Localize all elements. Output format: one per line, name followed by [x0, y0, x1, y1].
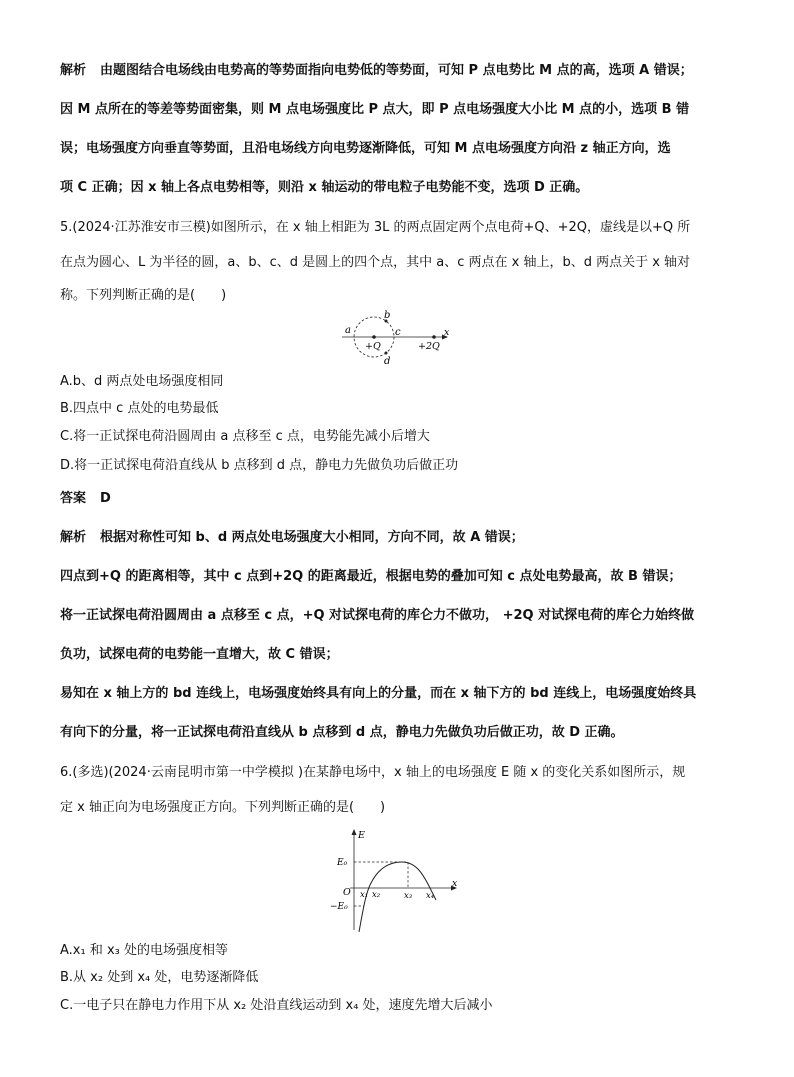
e-x-curve	[359, 862, 436, 932]
q6-option-c: C.一电子只在静电力作用下从 x₂ 处沿直线运动到 x₄ 处，速度先增大后减小	[60, 998, 493, 1013]
analysis-label: 解析	[60, 63, 87, 78]
q6-option-b: B.从 x₂ 处到 x₄ 处，电势逐渐降低	[60, 970, 259, 985]
analysis-label: 解析	[60, 530, 87, 545]
label-x4: x₄	[426, 891, 435, 901]
label-c: c	[395, 327, 401, 338]
q5-analysis-line-5: 易知在 x 轴上方的 bd 连线上，电场强度始终具有向上的分量，而在 x 轴下方的 bd 连线上，电场强度始终具	[60, 686, 697, 701]
q5-stem-line-1: 5.(2024·江苏淮安市三模)如图所示，在 x 轴上相距为 3L 的两点固定两个点电荷+Q、+2Q，虚线是以+Q 所	[60, 220, 691, 235]
label-origin: O	[343, 887, 351, 898]
charge-q-dot	[372, 335, 376, 339]
q5-analysis-line-6: 有向下的分量，将一正试探电荷沿直线从 b 点移到 d 点，静电力先做负功后做正功，故 D 正确。	[60, 725, 624, 740]
q5-analysis-line-4: 负功，试探电荷的电势能一直增大，故 C 错误；	[60, 647, 339, 662]
label-x2: x₂	[372, 890, 381, 900]
q6-stem-line-1: 6.(多选)(2024·云南昆明市第一中学模拟 )在某静电场中，x 轴上的电场强度 E 随 x 的变化关系如图所示，规	[60, 765, 686, 780]
q5-analysis-line-3: 将一正试探电荷沿圆周由 a 点移至 c 点，+Q 对试探电荷的库仑力不做功， +2Q 对试探电荷的库仑力始终做	[60, 608, 695, 623]
label-x1: x₁	[360, 890, 369, 900]
label-x-axis: x	[444, 327, 450, 338]
label-plus-q: +Q	[365, 341, 381, 352]
q6-option-a: A.x₁ 和 x₃ 处的电场强度相等	[60, 943, 229, 958]
q5-stem-line-2: 在点为圆心、L 为半径的圆，a、b、c、d 是圆上的四个点，其中 a、c 两点在 x 轴上，b、d 两点关于 x 轴对	[60, 255, 691, 270]
q5-option-d: D.将一正试探电荷沿直线从 b 点移到 d 点，静电力先做负功后做正功	[60, 458, 459, 473]
q5-option-c: C.将一正试探电荷沿圆周由 a 点移至 c 点，电势能先减小后增大	[60, 429, 430, 444]
q6-stem-line-2: 定 x 轴正向为电场强度正方向。下列判断正确的是( )	[60, 800, 386, 815]
label-e0: E₀	[337, 858, 348, 868]
prev-analysis-line-2: 因 M 点所在的等差等势面密集，则 M 点电场强度比 P 点大，即 P 点电场强度大小比 M 点的小，选项 B 错	[60, 102, 690, 117]
label-d: d	[384, 356, 391, 367]
q5-analysis-line-2: 四点到+Q 的距离相等，其中 c 点到+2Q 的距离最近，根据电势的叠加可知 c 点处电势最高，故 B 错误；	[60, 569, 682, 584]
q5-figure	[340, 306, 460, 368]
label-neg-e0: −E₀	[330, 902, 348, 912]
prev-analysis-line-3: 误；电场强度方向垂直等势面，且沿电场线方向电势逐渐降低，可知 M 点电场强度方向沿 z 轴正方向，选	[60, 141, 671, 156]
label-x3: x₃	[404, 891, 413, 901]
prev-analysis-line-1: 解析 由题图结合电场线由电势高的等势面指向电势低的等势面，可知 P 点电势比 M 点的高，选项 A 错误；	[60, 63, 693, 78]
label-x-axis: x	[452, 878, 458, 889]
q5-stem-line-3: 称。下列判断正确的是( )	[60, 288, 227, 303]
answer-value: D	[100, 491, 111, 506]
q5-option-b: B.四点中 c 点处的电势最低	[60, 401, 219, 416]
e-axis-arrow	[352, 829, 357, 835]
point-d-dot	[385, 352, 388, 355]
label-a: a	[345, 325, 351, 336]
label-b: b	[384, 310, 391, 321]
q5-option-a: A.b、d 两点处电场强度相同	[60, 374, 224, 389]
charge-2q-dot	[432, 335, 436, 339]
label-plus-2q: +2Q	[418, 341, 440, 352]
answer-label: 答案	[60, 491, 87, 506]
q5-analysis-line-1: 解析 根据对称性可知 b、d 两点处电场强度大小相同，方向不同，故 A 错误；	[60, 530, 524, 545]
label-e-axis: E	[358, 830, 365, 841]
prev-analysis-line-4: 项 C 正确；因 x 轴上各点电势相等，则沿 x 轴运动的带电粒子电势能不变，选项 D 正确。	[60, 180, 589, 195]
q5-answer	[60, 490, 111, 508]
q6-graph	[326, 826, 466, 934]
